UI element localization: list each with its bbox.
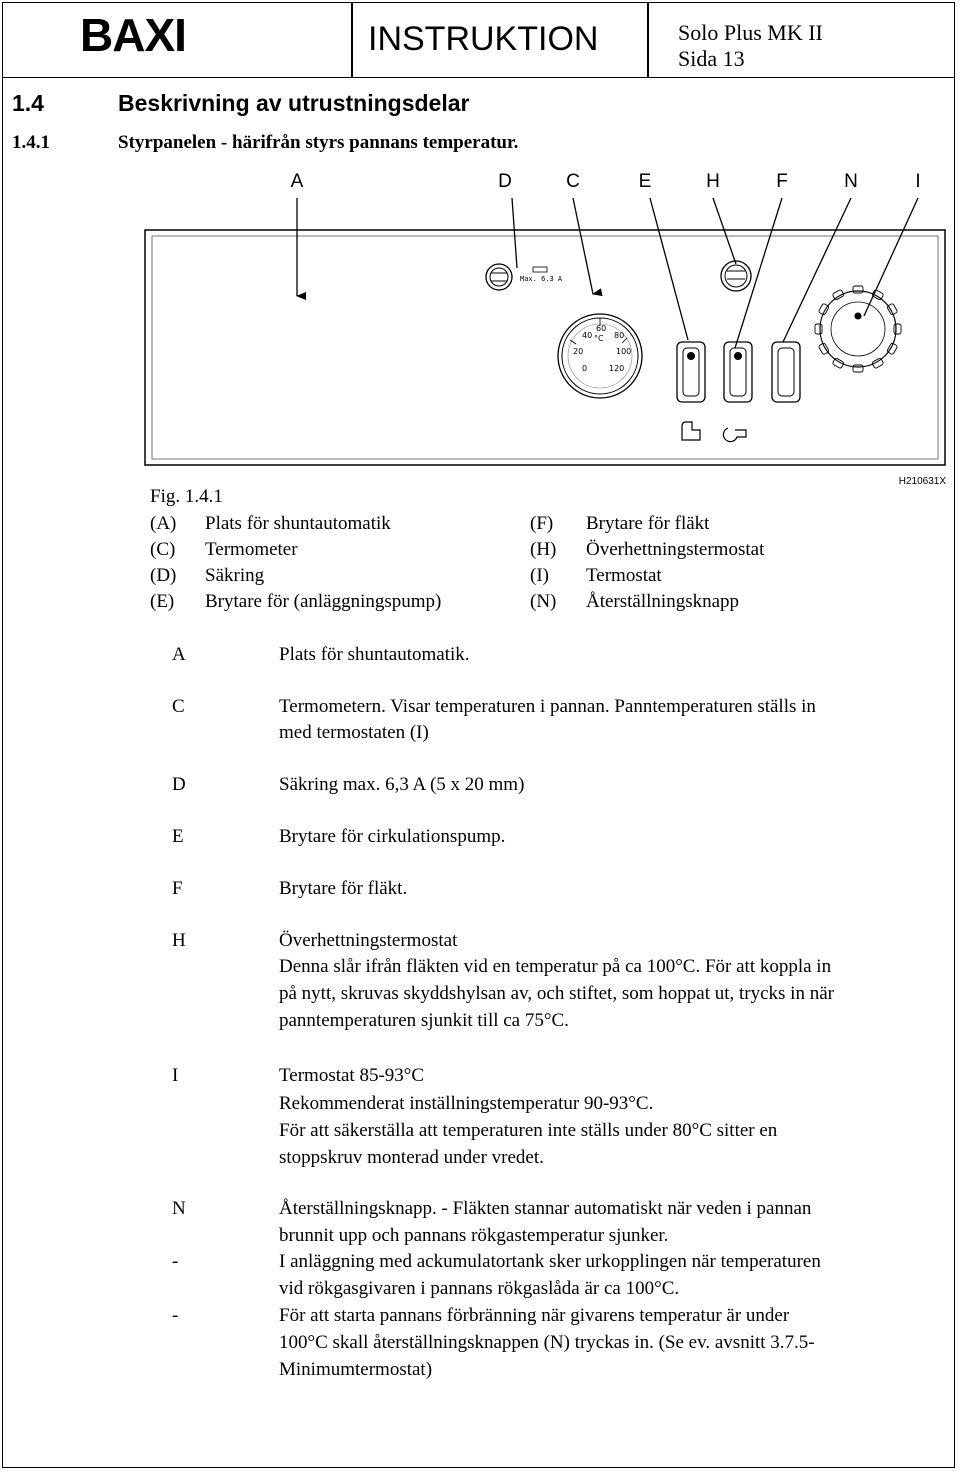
callout-label: C (566, 171, 580, 192)
callout-line-e (650, 198, 688, 340)
description-line: För att säkerställa att temperaturen inte ställs under 80°C sitter en (279, 1120, 778, 1141)
description-letter: E (172, 826, 184, 847)
callout-label: D (498, 171, 512, 192)
description-letter: D (172, 774, 186, 795)
legend-text: Brytare för fläkt (586, 513, 710, 534)
fan-icon (723, 428, 746, 442)
description-line: Minimumtermostat) (279, 1359, 433, 1380)
thermometer-gauge (558, 314, 642, 398)
description-line: Säkring max. 6,3 A (5 x 20 mm) (279, 774, 525, 795)
control-panel-diagram (140, 160, 960, 490)
page-number: Sida 13 (678, 46, 745, 71)
description-line: Rekommenderat inställningstemperatur 90-93°C. (279, 1093, 654, 1114)
section-number: 1.4 (12, 90, 44, 116)
description-line: panntemperaturen sjunkit till ca 75°C. (279, 1010, 569, 1031)
legend-code: (F) (530, 513, 554, 534)
description-line: I anläggning med ackumulatortank sker urkopplingen när temperaturen (279, 1251, 821, 1272)
description-letter: - (172, 1305, 179, 1326)
thermometer-scale-label: 80 (614, 331, 625, 340)
thermometer-scale-label: 0 (582, 364, 588, 373)
description-line: Brytare för cirkulationspump. (279, 826, 506, 847)
model-info (678, 20, 823, 72)
callout-label: I (915, 171, 921, 192)
description-line: stoppskruv monterad under vredet. (279, 1147, 544, 1168)
callout-label: N (844, 171, 858, 192)
description-line: Brytare för fläkt. (279, 878, 408, 899)
thermometer-scale-label: 20 (573, 347, 584, 356)
description-letter: H (172, 930, 186, 951)
panel-inner-outline (152, 236, 938, 459)
baxi-logo: BAXI (80, 9, 186, 61)
thermometer-scale-label: 100 (616, 347, 632, 356)
callout-line-d (512, 198, 517, 268)
description-letter: C (172, 696, 185, 717)
description-line: För att starta pannans förbränning när givarens temperatur är under (279, 1305, 790, 1326)
subsection-number: 1.4.1 (12, 132, 50, 153)
description-line: Denna slår ifrån fläkten vid en temperatur på ca 100°C. För att koppla in (279, 956, 832, 977)
model-name: Solo Plus MK II (678, 20, 823, 45)
doc-type-title: INSTRUKTION (368, 20, 599, 58)
thermostat-dial (815, 286, 901, 372)
description-line: Överhettningstermostat (279, 930, 458, 951)
subsection-title: Styrpanelen - härifrån styrs pannans temperatur. (118, 132, 519, 153)
callout-label: E (638, 171, 652, 192)
thermometer-scale-label: 40 (582, 331, 593, 340)
legend-code: (D) (150, 565, 177, 586)
legend-text: Överhettningstermostat (586, 539, 765, 560)
rocker-switches (677, 342, 800, 402)
legend-code: (N) (530, 591, 557, 612)
legend-text: Termostat (586, 565, 662, 586)
legend-code: (E) (150, 591, 175, 612)
description-line: brunnit upp och pannans rökgastemperatur sjunker. (279, 1225, 669, 1246)
reset-button (772, 342, 800, 402)
description-letter: I (172, 1065, 179, 1086)
callout-line-f (735, 198, 782, 348)
header-divider (351, 2, 353, 78)
description-line: Plats för shuntautomatik. (279, 644, 470, 665)
description-line: Termometern. Visar temperaturen i pannan. Panntemperaturen ställs in (279, 696, 816, 717)
legend-code: (A) (150, 513, 177, 534)
legend-code: (C) (150, 539, 176, 560)
description-letter: F (172, 878, 183, 899)
section-title: Beskrivning av utrustningsdelar (118, 90, 470, 116)
figure-ref-code: H210631X (898, 476, 946, 487)
description-line: Återställningsknapp. - Fläkten stannar automatiskt när veden i pannan (279, 1198, 812, 1219)
callout-line-n (783, 198, 851, 342)
callout-line-c (573, 198, 593, 294)
thermometer-scale-label: 60 (596, 324, 607, 333)
legend-code: (I) (530, 565, 549, 586)
header-divider (647, 2, 649, 78)
description-line: vid rökgasgivaren i pannans rökgaslåda är ca 100°C. (279, 1278, 680, 1299)
thermometer-scale-label: 120 (609, 364, 625, 373)
description-line: Termostat 85-93°C (279, 1065, 425, 1086)
legend-text: Plats för shuntautomatik (205, 513, 391, 534)
callout-line-h (713, 198, 736, 264)
legend-text: Termometer (205, 539, 298, 560)
description-line: på nytt, skruvas skyddshylsan av, och stiftet, som hoppat ut, trycks in när (279, 983, 834, 1004)
fuse-rating-label: Max. 6.3 A (520, 275, 563, 283)
description-letter: N (172, 1198, 186, 1219)
overheat-thermostat-cap (721, 261, 751, 291)
callout-label: H (706, 171, 720, 192)
legend-text: Brytare för (anläggningspump) (205, 591, 442, 612)
legend-text: Återställningsknapp (586, 591, 740, 612)
legend-code: (H) (530, 539, 557, 560)
description-letter: - (172, 1251, 179, 1272)
fan-switch (724, 342, 752, 402)
legend-text: Säkring (205, 565, 265, 586)
description-line: med termostaten (I) (279, 722, 429, 743)
pump-icon (682, 422, 700, 440)
description-line: 100°C skall återställningsknappen (N) tryckas in. (Se ev. avsnitt 3.7.5- (279, 1332, 815, 1353)
callout-label: A (290, 171, 304, 192)
callout-line-i (864, 198, 918, 316)
figure-caption: Fig. 1.4.1 (150, 486, 223, 507)
callout-label: F (776, 171, 788, 192)
thermometer-unit-label: °C (594, 334, 604, 343)
fuse-holder (486, 264, 563, 290)
pump-switch (677, 342, 705, 402)
description-letter: A (172, 644, 186, 665)
